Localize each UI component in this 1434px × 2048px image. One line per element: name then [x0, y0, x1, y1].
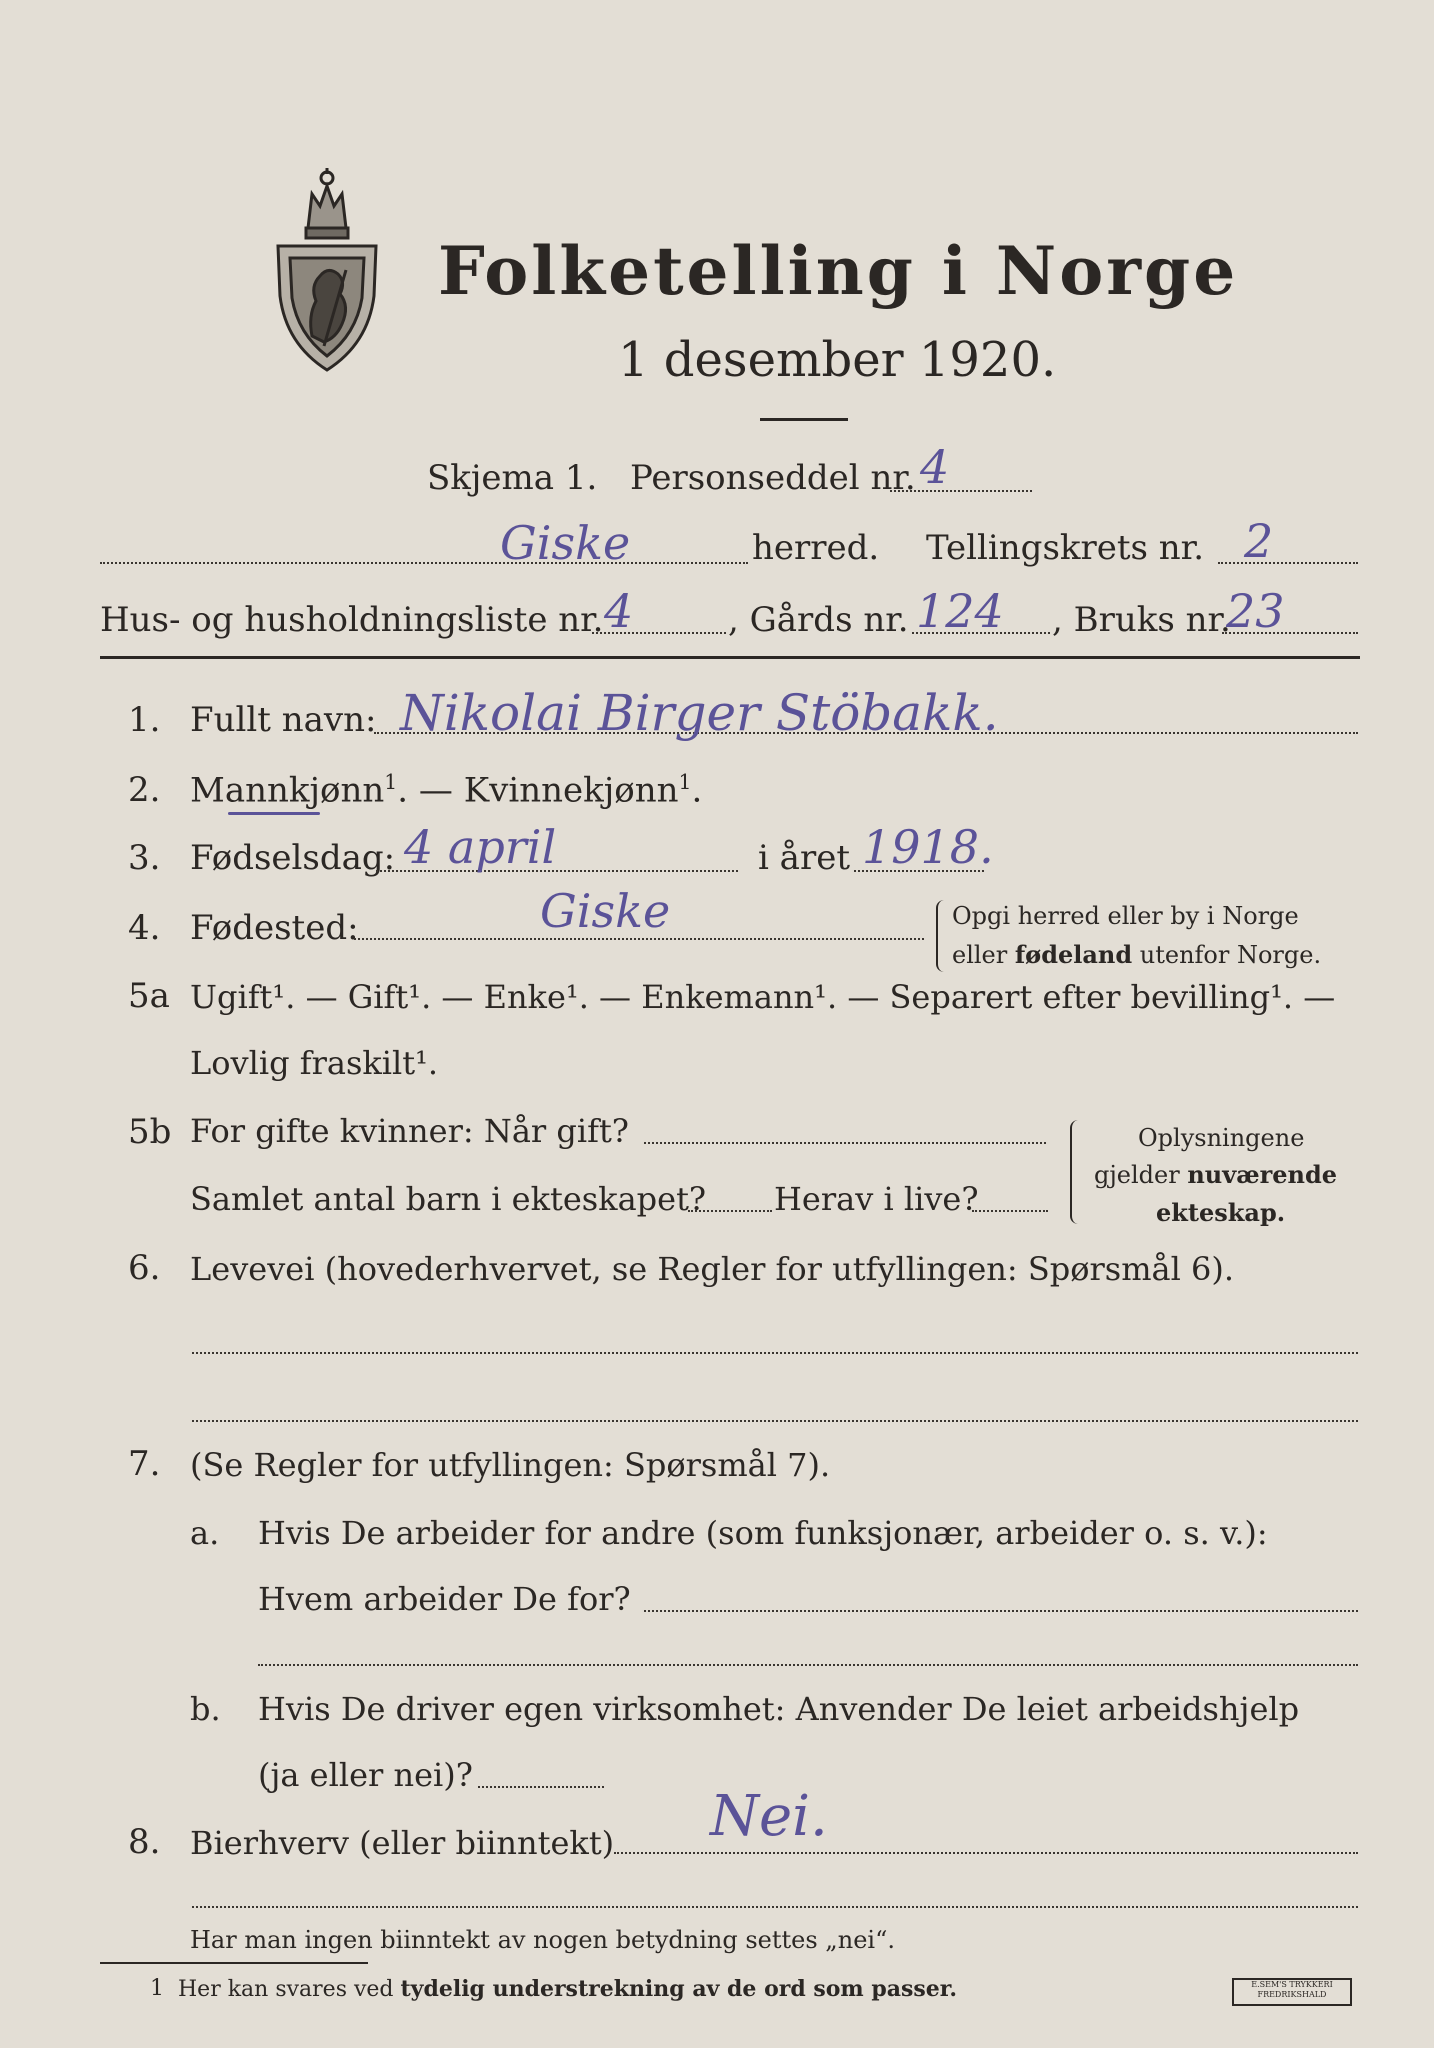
q4-label: Fødested:: [190, 908, 359, 948]
q6-line-1: [192, 1352, 1358, 1354]
census-date: 1 desember 1920.: [618, 332, 1057, 388]
q4-number: 4.: [128, 908, 161, 948]
q4-note-text-end: utenfor Norge.: [1132, 941, 1322, 969]
q5b-children-line: [688, 1210, 772, 1212]
year-label: i året: [758, 838, 850, 878]
krets-label: Tellingskrets nr.: [926, 528, 1205, 568]
bruks-value: 23: [1226, 584, 1285, 638]
q7a-letter: a.: [190, 1514, 220, 1552]
birth-year-value: 1918.: [862, 820, 994, 874]
q7b-text: Hvis De driver egen virksomhet: Anvender De leiet arbeidshjelp: [258, 1690, 1300, 1728]
q3-number: 3.: [128, 838, 161, 878]
q4-note-line2: [952, 940, 1321, 969]
q2-options: Mannkjønn$^1$. — Kvinnekjønn$^1$.: [190, 770, 703, 811]
q7b-question: (ja eller nei)?: [258, 1756, 473, 1794]
q3-label: Fødselsdag:: [190, 838, 396, 878]
liste-label: Hus- og husholdningsliste nr.: [100, 600, 604, 640]
full-name-value: Nikolai Birger Stöbakk.: [400, 684, 999, 742]
q8-number: 8.: [128, 1822, 161, 1862]
footnote-divider: [100, 1962, 368, 1964]
marital-status-options: Ugift¹. — Gift¹. — Enke¹. — Enkemann¹. — Separert efter bevilling¹. —: [190, 978, 1336, 1016]
q5b-married-label: For gifte kvinner: Når gift?: [190, 1112, 629, 1150]
q4-note-emphasis: fødeland: [1014, 940, 1133, 969]
q2-number: 2.: [128, 770, 161, 810]
q7a-line-2: [258, 1664, 1358, 1666]
title-divider: [760, 418, 848, 421]
krets-line: [1218, 562, 1358, 564]
q5b-note-line2: [1094, 1160, 1337, 1189]
person-number-line: [890, 490, 1032, 492]
q5b-note-emphasis: nuværende: [1187, 1160, 1338, 1189]
q4-note-text: eller: [952, 941, 1015, 969]
q5b-number: 5b: [128, 1112, 172, 1152]
gender-end: .: [691, 770, 703, 811]
gender-separator: . —: [397, 770, 464, 811]
q5b-alive-line: [972, 1210, 1048, 1212]
herred-line: [100, 562, 748, 564]
header-rule: [100, 656, 1360, 659]
q8-line-1: [614, 1852, 1358, 1854]
side-income-value: Nei.: [710, 1784, 828, 1849]
gards-label: , Gårds nr.: [728, 600, 909, 640]
q5a-number: 5a: [128, 976, 170, 1016]
q4-line: [354, 938, 924, 940]
q1-number: 1.: [128, 700, 161, 740]
birthplace-value: Giske: [540, 884, 671, 938]
marital-status-divorced: Lovlig fraskilt¹.: [190, 1044, 439, 1082]
q5b-note-text: gjelder: [1094, 1161, 1188, 1189]
q5b-note-line1: Oplysningene: [1138, 1124, 1305, 1152]
q7b-line: [478, 1786, 604, 1788]
q5b-brace: [1070, 1120, 1082, 1224]
q7-text: (Se Regler for utfyllingen: Spørsmål 7).: [190, 1446, 831, 1484]
male-option: Mannkjønn: [190, 770, 385, 811]
footnote-mark: 1: [150, 1976, 164, 2001]
footnote-text-bold: tydelig understrekning av de ord som passer.: [400, 1976, 958, 2002]
person-label: Personseddel nr.: [630, 458, 916, 498]
q6-line-2: [192, 1420, 1358, 1422]
liste-value: 4: [604, 584, 634, 638]
footnote-text-plain: Her kan svares ved: [178, 1977, 401, 2002]
q6-text: Levevei (hovederhvervet, se Regler for utfyllingen: Spørsmål 6).: [190, 1250, 1235, 1288]
q1-label: Fullt navn:: [190, 700, 377, 740]
q5b-children-label: Samlet antal barn i ekteskapet?: [190, 1180, 707, 1218]
q7-number: 7.: [128, 1444, 161, 1484]
q7a-line-1: [644, 1610, 1358, 1612]
herred-value: Giske: [500, 516, 631, 570]
herred-label: herred.: [752, 528, 880, 568]
female-option: Kvinnekjønn: [463, 770, 679, 811]
q5b-alive-label: Herav i live?: [774, 1180, 979, 1218]
person-number-value: 4: [920, 440, 950, 494]
q8-note: Har man ingen biinntekt av nogen betydning settes „nei“.: [190, 1926, 895, 1954]
krets-value: 2: [1244, 514, 1274, 568]
footnote-text: [178, 1976, 957, 2002]
q4-brace: [936, 900, 946, 972]
q7a-question: Hvem arbeider De for?: [258, 1580, 631, 1618]
q5b-note-line3: ekteskap.: [1156, 1198, 1286, 1227]
q8-label: Bierhverv (eller biinntekt): [190, 1824, 615, 1862]
q6-number: 6.: [128, 1248, 161, 1288]
birthday-value: 4 april: [404, 820, 557, 874]
norwegian-coat-of-arms-icon: [268, 166, 386, 374]
printer-stamp: E.SEM'S TRYKKERI FREDRIKSHALD: [1232, 1978, 1352, 2006]
q8-line-2: [192, 1906, 1358, 1908]
form-title: Folketelling i Norge: [438, 232, 1239, 310]
q7a-text: Hvis De arbeider for andre (som funksjonær, arbeider o. s. v.):: [258, 1514, 1268, 1552]
q4-note-line1: Opgi herred eller by i Norge: [952, 902, 1299, 930]
bruks-label: , Bruks nr.: [1052, 600, 1231, 640]
male-underline-mark: [228, 812, 320, 815]
schema-label: Skjema 1.: [427, 458, 598, 498]
q5b-married-line: [644, 1142, 1046, 1144]
q7b-letter: b.: [190, 1690, 221, 1728]
gards-value: 124: [916, 584, 1004, 638]
